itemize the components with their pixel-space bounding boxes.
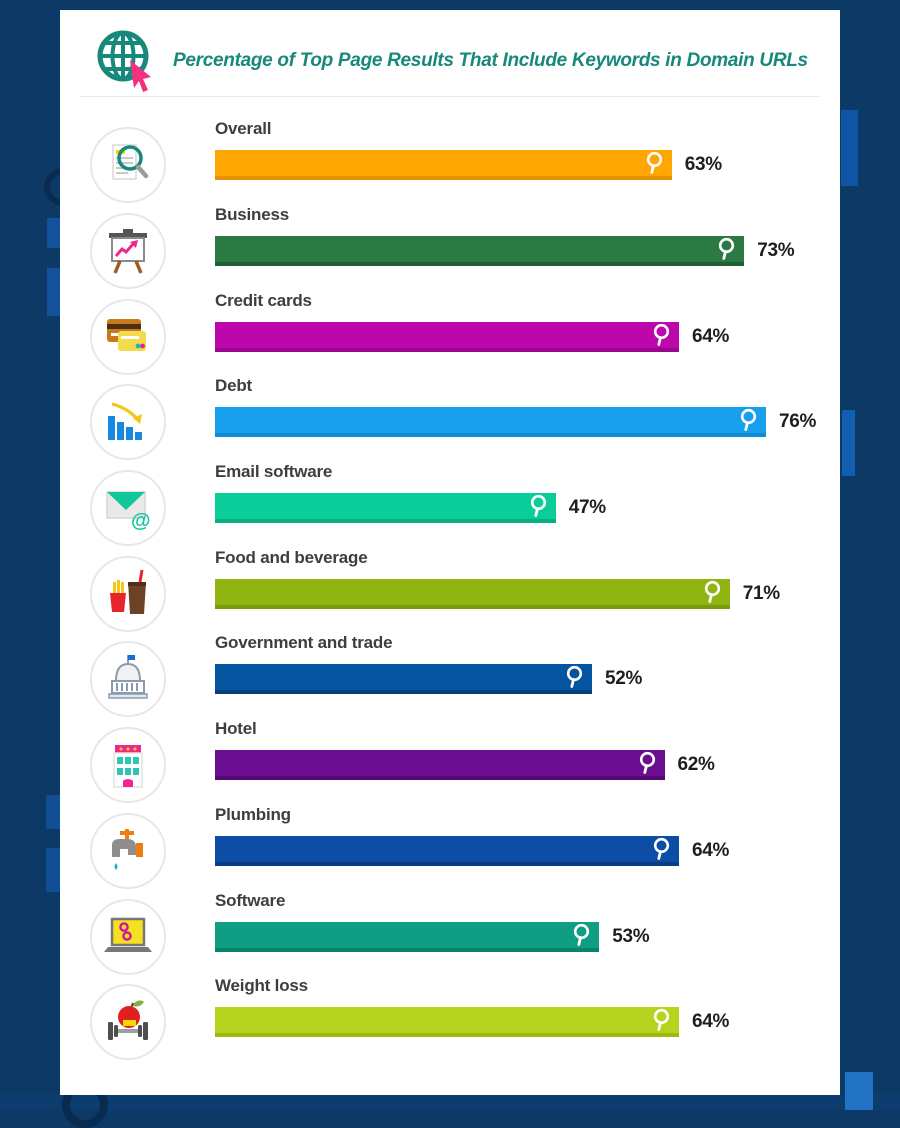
background-bottom-strip — [0, 1094, 900, 1110]
magnifier-icon — [644, 151, 665, 175]
chart-row-overall — [90, 118, 835, 180]
bar-email-software — [215, 493, 556, 523]
chart-row-plumbing — [90, 804, 835, 866]
chart-row-government-trade — [90, 632, 835, 694]
chart-row-business — [90, 204, 835, 266]
category-label: Overall — [215, 119, 272, 138]
bar-hotel — [215, 750, 665, 780]
laptop-icon — [100, 909, 156, 965]
document-search-icon — [100, 137, 156, 193]
bar-value: 62% — [677, 754, 715, 775]
bar-value: 64% — [692, 1011, 730, 1032]
category-label: Debt — [215, 376, 252, 395]
magnifier-icon — [651, 323, 672, 347]
bar-business — [215, 236, 744, 266]
category-icon-circle — [90, 899, 166, 975]
category-icon-circle — [90, 984, 166, 1060]
bar-value: 71% — [742, 583, 780, 604]
magnifier-icon — [716, 237, 737, 261]
bar-government-trade — [215, 664, 592, 694]
globe-cursor-icon — [93, 26, 163, 96]
declining-chart-icon — [100, 394, 156, 450]
category-label: Food and beverage — [215, 548, 368, 567]
category-label: Hotel — [215, 719, 257, 738]
svg-text:@: @ — [131, 510, 151, 532]
background-block — [47, 218, 60, 248]
bar-value: 76% — [779, 411, 817, 432]
magnifier-icon — [651, 1008, 672, 1032]
page-title: Percentage of Top Page Results That Include Keywords in Domain URLs — [173, 50, 808, 71]
category-icon-circle — [90, 813, 166, 889]
bar-value: 63% — [684, 154, 722, 175]
bar-debt — [215, 407, 766, 437]
category-icon-circle — [90, 299, 166, 375]
category-icon-circle — [90, 127, 166, 203]
category-label: Plumbing — [215, 805, 291, 824]
bar-value: 52% — [605, 668, 643, 689]
capitol-icon — [100, 651, 156, 707]
faucet-icon — [100, 823, 156, 879]
category-label: Software — [215, 891, 286, 910]
bar-value: 53% — [612, 926, 650, 947]
category-icon-circle — [90, 727, 166, 803]
background-block — [46, 848, 60, 892]
category-icon-circle — [90, 641, 166, 717]
category-icon-circle — [90, 384, 166, 460]
bar-plumbing — [215, 836, 679, 866]
bar-credit-cards — [215, 322, 679, 352]
chart-row-weight-loss — [90, 975, 835, 1037]
magnifier-icon — [738, 408, 759, 432]
background-block — [845, 1072, 873, 1110]
background-block — [47, 268, 60, 316]
category-label: Email software — [215, 462, 333, 481]
category-label: Weight loss — [215, 976, 308, 995]
fries-soda-icon — [100, 566, 156, 622]
chart-row-credit-cards — [90, 290, 835, 352]
header-divider — [80, 96, 820, 97]
bar-value: 64% — [692, 840, 730, 861]
magnifier-icon — [564, 665, 585, 689]
magnifier-icon — [571, 923, 592, 947]
category-label: Government and trade — [215, 633, 393, 652]
chart-row-debt — [90, 375, 835, 437]
bar-weight-loss — [215, 1007, 679, 1037]
chart-row-food-beverage — [90, 547, 835, 609]
background-block — [46, 795, 60, 829]
category-label: Business — [215, 205, 289, 224]
credit-cards-icon — [100, 309, 156, 365]
bar-food-beverage — [215, 579, 730, 609]
category-icon-circle — [90, 213, 166, 289]
magnifier-icon — [702, 580, 723, 604]
infographic-card — [60, 10, 840, 1095]
bar-overall — [215, 150, 672, 180]
apple-dumbbell-icon — [100, 994, 156, 1050]
chart-row-email-software — [90, 461, 835, 532]
magnifier-icon — [637, 751, 658, 775]
background-block — [841, 110, 858, 186]
presentation-chart-icon — [100, 223, 156, 279]
category-label: Credit cards — [215, 291, 312, 310]
background-block — [842, 410, 855, 476]
category-icon-circle — [90, 556, 166, 632]
hotel-icon — [100, 737, 156, 793]
magnifier-icon — [651, 837, 672, 861]
chart-row-hotel — [90, 718, 835, 780]
bar-value: 73% — [757, 240, 795, 261]
magnifier-icon — [528, 494, 549, 518]
category-icon-circle — [90, 470, 166, 546]
bar-value: 64% — [692, 326, 730, 347]
bar-value: 47% — [568, 497, 606, 518]
chart-row-software — [90, 890, 835, 952]
email-at-icon — [100, 480, 156, 536]
bar-software — [215, 922, 599, 952]
